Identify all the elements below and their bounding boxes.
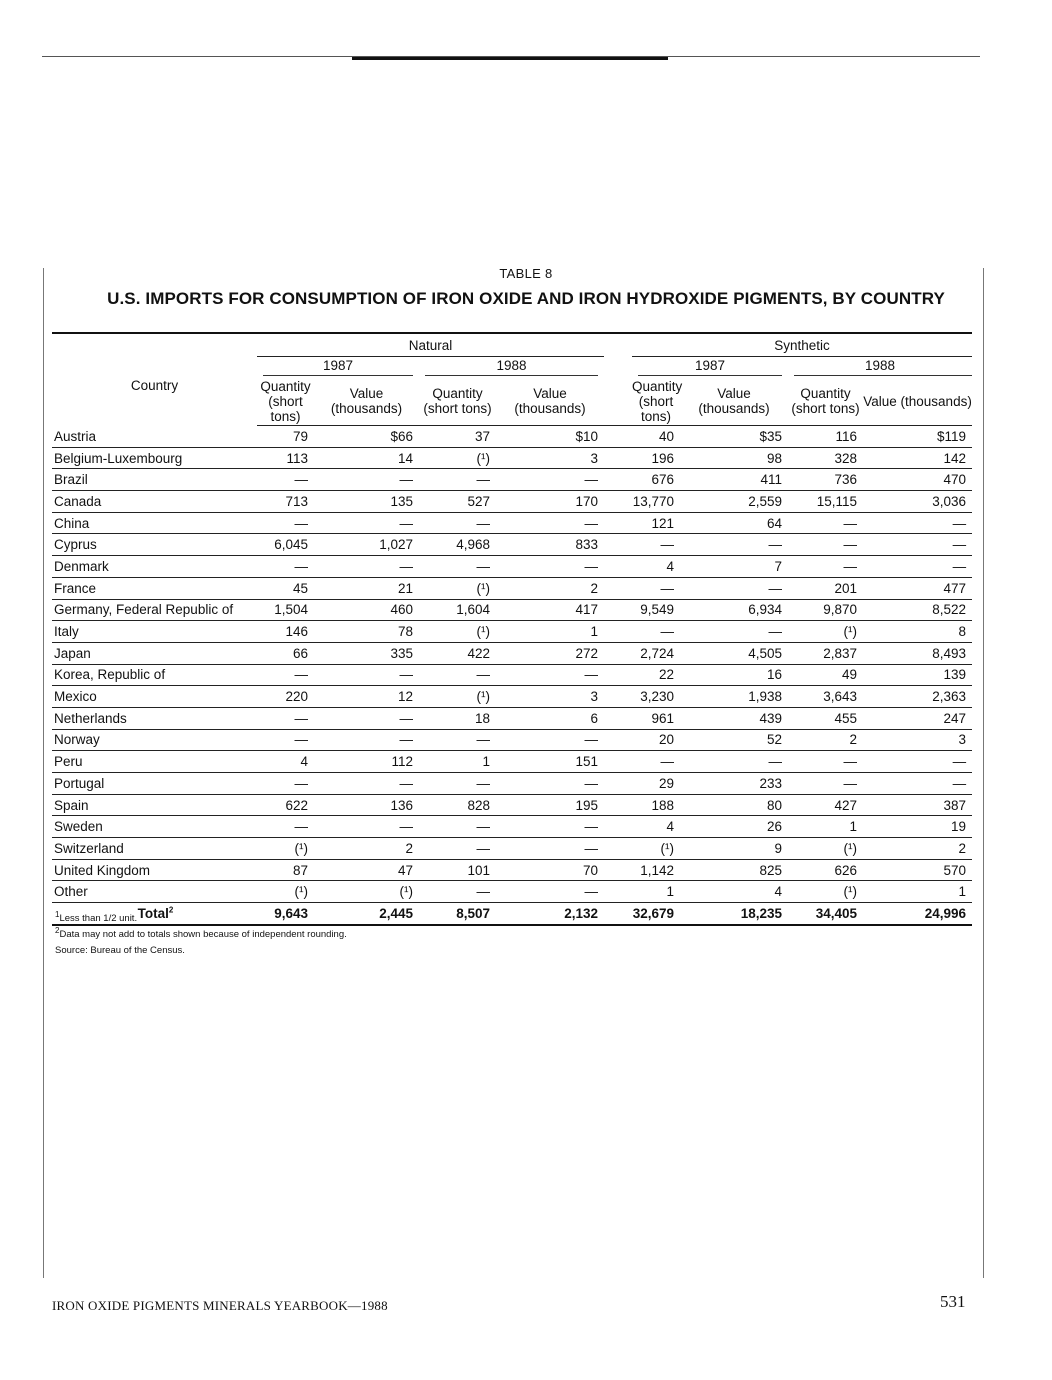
quantity-cell: 188 (604, 794, 680, 816)
total-label-sup: 2 (168, 905, 174, 915)
value-cell: 570 (863, 859, 972, 881)
quantity-cell: 20 (604, 729, 680, 751)
quantity-cell: 146 (257, 621, 314, 643)
quantity-cell: 4,968 (419, 534, 496, 556)
year-header-synthetic-1988 (788, 357, 972, 377)
value-cell: $119 (863, 426, 972, 448)
quantity-cell: 3,230 (604, 686, 680, 708)
col-header-quantity: Quantity (short tons) (257, 377, 314, 426)
quantity-cell: 220 (257, 686, 314, 708)
value-cell: — (863, 534, 972, 556)
value-cell: 233 (680, 773, 788, 795)
col-header-quantity: Quantity (short tons) (788, 377, 863, 426)
country-cell: Germany, Federal Republic of (52, 599, 257, 621)
value-cell: 1 (496, 621, 604, 643)
quantity-cell: 1 (604, 881, 680, 903)
footnotes (55, 911, 347, 959)
table-row (52, 729, 972, 751)
country-cell: France (52, 577, 257, 599)
country-header-label: Country (130, 378, 179, 393)
value-cell: 139 (863, 664, 972, 686)
value-cell: — (496, 816, 604, 838)
value-cell: — (863, 751, 972, 773)
country-header (52, 333, 257, 426)
value-cell: 3 (496, 686, 604, 708)
year-label: 1988 (496, 358, 527, 373)
quantity-cell: — (419, 469, 496, 491)
quantity-cell: 422 (419, 642, 496, 664)
footnote-text: Data may not add to totals shown because of independent rounding. (59, 929, 347, 940)
imports-table-container (52, 332, 972, 926)
country-cell: Other (52, 881, 257, 903)
value-cell: 439 (680, 707, 788, 729)
value-cell: 4,505 (680, 642, 788, 664)
quantity-cell: — (419, 838, 496, 860)
table-row (52, 491, 972, 513)
table-row (52, 426, 972, 448)
country-cell: Austria (52, 426, 257, 448)
quantity-cell: 15,115 (788, 491, 863, 513)
top-rule-bar (352, 57, 668, 60)
value-cell: 3 (496, 447, 604, 469)
country-cell: Netherlands (52, 707, 257, 729)
value-cell: — (314, 469, 419, 491)
quantity-cell: 101 (419, 859, 496, 881)
value-cell: 3 (863, 729, 972, 751)
footnote-text: Less than 1/2 unit. (59, 913, 138, 924)
quantity-cell: (¹) (788, 838, 863, 860)
quantity-cell: (¹) (257, 838, 314, 860)
total-cell: 2,445 (314, 903, 419, 925)
value-cell: $35 (680, 426, 788, 448)
quantity-cell: 4 (257, 751, 314, 773)
value-cell: 195 (496, 794, 604, 816)
total-cell: 34,405 (788, 903, 863, 925)
quantity-cell: 22 (604, 664, 680, 686)
value-cell: 9 (680, 838, 788, 860)
value-cell: 2 (496, 577, 604, 599)
quantity-cell: — (604, 577, 680, 599)
value-cell: 78 (314, 621, 419, 643)
quantity-cell: — (257, 729, 314, 751)
value-cell: 64 (680, 512, 788, 534)
value-cell: — (496, 512, 604, 534)
quantity-cell: 6,045 (257, 534, 314, 556)
value-cell: — (314, 729, 419, 751)
table-row (52, 838, 972, 860)
quantity-cell: 527 (419, 491, 496, 513)
group-synthetic-label: Synthetic (774, 338, 830, 353)
quantity-cell: (¹) (419, 447, 496, 469)
value-cell: — (314, 816, 419, 838)
total-label: Total (137, 905, 169, 921)
running-footer: IRON OXIDE PIGMENTS MINERALS YEARBOOK—1988 (52, 1298, 388, 1313)
value-cell: — (496, 729, 604, 751)
footnote-marker: 2 (55, 925, 60, 935)
value-cell: — (314, 707, 419, 729)
quantity-cell: 79 (257, 426, 314, 448)
quantity-cell: — (604, 534, 680, 556)
value-cell: 80 (680, 794, 788, 816)
quantity-cell: 116 (788, 426, 863, 448)
quantity-cell: 45 (257, 577, 314, 599)
quantity-cell: 66 (257, 642, 314, 664)
quantity-cell: 736 (788, 469, 863, 491)
page-number: 531 (940, 1292, 966, 1311)
country-cell: Belgium-Luxembourg (52, 447, 257, 469)
quantity-cell: — (604, 751, 680, 773)
quantity-cell: 1 (419, 751, 496, 773)
footnote-text: Source: Bureau of the Census. (55, 945, 185, 956)
value-cell: 3,036 (863, 491, 972, 513)
quantity-cell: 49 (788, 664, 863, 686)
total-cell: 32,679 (604, 903, 680, 925)
value-cell: 47 (314, 859, 419, 881)
quantity-cell: 828 (419, 794, 496, 816)
quantity-cell: 1,604 (419, 599, 496, 621)
value-cell: 1 (863, 881, 972, 903)
value-cell: 16 (680, 664, 788, 686)
value-cell: 825 (680, 859, 788, 881)
quantity-cell: — (419, 881, 496, 903)
value-cell: 1,027 (314, 534, 419, 556)
quantity-cell: 18 (419, 707, 496, 729)
source-note (55, 943, 347, 959)
footnote (55, 927, 347, 943)
value-cell: — (863, 556, 972, 578)
table-row (52, 707, 972, 729)
quantity-cell: — (257, 707, 314, 729)
table-row (52, 686, 972, 708)
quantity-cell: 676 (604, 469, 680, 491)
quantity-cell: — (257, 773, 314, 795)
col-header-value: Value (thousands) (314, 377, 419, 426)
quantity-cell: — (788, 534, 863, 556)
footnote-marker: 1 (55, 909, 60, 919)
quantity-cell: — (788, 773, 863, 795)
quantity-cell: 328 (788, 447, 863, 469)
col-header-quantity: Quantity (short tons) (604, 377, 680, 426)
year-header-synthetic-1987 (604, 357, 788, 377)
country-cell: Canada (52, 491, 257, 513)
table-row (52, 751, 972, 773)
value-cell: 417 (496, 599, 604, 621)
quantity-cell: — (419, 729, 496, 751)
left-margin-rule (43, 268, 44, 1278)
value-cell: 12 (314, 686, 419, 708)
country-cell: Portugal (52, 773, 257, 795)
value-cell: 26 (680, 816, 788, 838)
quantity-cell: 196 (604, 447, 680, 469)
value-cell: — (496, 881, 604, 903)
value-cell: 2,559 (680, 491, 788, 513)
value-cell: — (863, 512, 972, 534)
value-cell: — (496, 556, 604, 578)
quantity-cell: — (419, 512, 496, 534)
quantity-cell: — (788, 512, 863, 534)
quantity-cell: 9,870 (788, 599, 863, 621)
quantity-cell: 2,724 (604, 642, 680, 664)
value-cell: 19 (863, 816, 972, 838)
value-cell: $66 (314, 426, 419, 448)
country-cell: Peru (52, 751, 257, 773)
value-cell: 470 (863, 469, 972, 491)
quantity-cell: (¹) (788, 881, 863, 903)
year-header-natural-1987 (257, 357, 419, 377)
quantity-cell: 40 (604, 426, 680, 448)
value-cell: 2 (863, 838, 972, 860)
value-cell: — (680, 534, 788, 556)
quantity-cell: 4 (604, 816, 680, 838)
table-row (52, 534, 972, 556)
table-row (52, 773, 972, 795)
group-header-synthetic (604, 333, 972, 357)
value-cell: — (314, 512, 419, 534)
country-cell: China (52, 512, 257, 534)
year-header-natural-1988 (419, 357, 604, 377)
value-cell: — (496, 664, 604, 686)
quantity-cell: 1,504 (257, 599, 314, 621)
value-cell: 14 (314, 447, 419, 469)
country-cell: Sweden (52, 816, 257, 838)
value-cell: 142 (863, 447, 972, 469)
table-body (52, 426, 972, 903)
footnote (55, 911, 347, 927)
group-header-natural (257, 333, 604, 357)
country-cell: Brazil (52, 469, 257, 491)
quantity-cell: (¹) (788, 621, 863, 643)
col-header-value: Value (thousands) (496, 377, 604, 426)
quantity-cell: 626 (788, 859, 863, 881)
value-cell: 833 (496, 534, 604, 556)
quantity-cell: 622 (257, 794, 314, 816)
year-label: 1987 (322, 358, 354, 373)
table-row (52, 859, 972, 881)
year-label: 1988 (865, 358, 896, 373)
value-cell: 247 (863, 707, 972, 729)
value-cell: 4 (680, 881, 788, 903)
value-cell: 8,493 (863, 642, 972, 664)
quantity-cell: 1,142 (604, 859, 680, 881)
quantity-cell: 713 (257, 491, 314, 513)
year-label: 1987 (695, 358, 726, 373)
table-row (52, 642, 972, 664)
value-cell: 1,938 (680, 686, 788, 708)
value-cell: $10 (496, 426, 604, 448)
table-number: TABLE 8 (499, 266, 553, 281)
total-cell: 18,235 (680, 903, 788, 925)
country-cell: Norway (52, 729, 257, 751)
quantity-cell: (¹) (419, 621, 496, 643)
country-cell: Japan (52, 642, 257, 664)
col-header-quantity: Quantity (short tons) (419, 377, 496, 426)
value-cell: — (496, 469, 604, 491)
country-cell: United Kingdom (52, 859, 257, 881)
value-cell: 2 (314, 838, 419, 860)
table-row (52, 881, 972, 903)
quantity-cell: 455 (788, 707, 863, 729)
col-header-value: Value (thousands) (863, 377, 972, 426)
value-cell: — (314, 773, 419, 795)
value-cell: — (314, 556, 419, 578)
right-margin-rule (983, 268, 984, 1278)
quantity-cell: 1 (788, 816, 863, 838)
country-cell: Mexico (52, 686, 257, 708)
value-cell: 7 (680, 556, 788, 578)
quantity-cell: 29 (604, 773, 680, 795)
table-row (52, 664, 972, 686)
col-header-value: Value (thousands) (680, 377, 788, 426)
value-cell: 112 (314, 751, 419, 773)
table-row (52, 816, 972, 838)
value-cell: 335 (314, 642, 419, 664)
quantity-cell: 113 (257, 447, 314, 469)
table-row (52, 577, 972, 599)
table-row (52, 512, 972, 534)
country-cell: Switzerland (52, 838, 257, 860)
quantity-cell: 3,643 (788, 686, 863, 708)
value-cell: 70 (496, 859, 604, 881)
quantity-cell: — (788, 556, 863, 578)
value-cell: 135 (314, 491, 419, 513)
value-cell: 8,522 (863, 599, 972, 621)
quantity-cell: 427 (788, 794, 863, 816)
quantity-cell: — (257, 512, 314, 534)
table-row (52, 447, 972, 469)
value-cell: 272 (496, 642, 604, 664)
value-cell: — (680, 577, 788, 599)
quantity-cell: 87 (257, 859, 314, 881)
quantity-cell: 2,837 (788, 642, 863, 664)
quantity-cell: — (257, 664, 314, 686)
country-cell: Korea, Republic of (52, 664, 257, 686)
quantity-cell: — (257, 556, 314, 578)
quantity-cell: (¹) (257, 881, 314, 903)
value-cell: 170 (496, 491, 604, 513)
value-cell: — (496, 773, 604, 795)
total-cell: 2,132 (496, 903, 604, 925)
value-cell: 52 (680, 729, 788, 751)
quantity-cell: 201 (788, 577, 863, 599)
table-row (52, 794, 972, 816)
value-cell: — (314, 664, 419, 686)
total-cell: 8,507 (419, 903, 496, 925)
country-cell: Spain (52, 794, 257, 816)
imports-table (52, 332, 972, 926)
value-cell: 460 (314, 599, 419, 621)
quantity-cell: — (604, 621, 680, 643)
value-cell: 2,363 (863, 686, 972, 708)
value-cell: 136 (314, 794, 419, 816)
table-title: U.S. IMPORTS FOR CONSUMPTION OF IRON OXIDE AND IRON HYDROXIDE PIGMENTS, BY COUNTRY (107, 289, 945, 308)
total-cell: 24,996 (863, 903, 972, 925)
value-cell: 411 (680, 469, 788, 491)
quantity-cell: — (788, 751, 863, 773)
value-cell: 6,934 (680, 599, 788, 621)
quantity-cell: (¹) (604, 838, 680, 860)
quantity-cell: 13,770 (604, 491, 680, 513)
quantity-cell: — (257, 816, 314, 838)
value-cell: 477 (863, 577, 972, 599)
country-cell: Cyprus (52, 534, 257, 556)
value-cell: 151 (496, 751, 604, 773)
quantity-cell: 9,549 (604, 599, 680, 621)
quantity-cell: — (419, 556, 496, 578)
group-natural-label: Natural (408, 338, 453, 353)
value-cell: — (863, 773, 972, 795)
value-cell: — (680, 621, 788, 643)
quantity-cell: 2 (788, 729, 863, 751)
quantity-cell: — (419, 664, 496, 686)
value-cell: 8 (863, 621, 972, 643)
table-row (52, 556, 972, 578)
quantity-cell: — (257, 469, 314, 491)
value-cell: 21 (314, 577, 419, 599)
quantity-cell: — (419, 773, 496, 795)
country-cell: Italy (52, 621, 257, 643)
value-cell: (¹) (314, 881, 419, 903)
quantity-cell: (¹) (419, 577, 496, 599)
value-cell: — (680, 751, 788, 773)
value-cell: 6 (496, 707, 604, 729)
quantity-cell: — (419, 816, 496, 838)
table-row (52, 621, 972, 643)
quantity-cell: 37 (419, 426, 496, 448)
value-cell: 387 (863, 794, 972, 816)
table-row (52, 469, 972, 491)
value-cell: — (496, 838, 604, 860)
total-cell: 9,643 (257, 903, 314, 925)
quantity-cell: 4 (604, 556, 680, 578)
quantity-cell: (¹) (419, 686, 496, 708)
country-cell: Denmark (52, 556, 257, 578)
quantity-cell: 121 (604, 512, 680, 534)
quantity-cell: 961 (604, 707, 680, 729)
value-cell: 98 (680, 447, 788, 469)
table-row (52, 599, 972, 621)
